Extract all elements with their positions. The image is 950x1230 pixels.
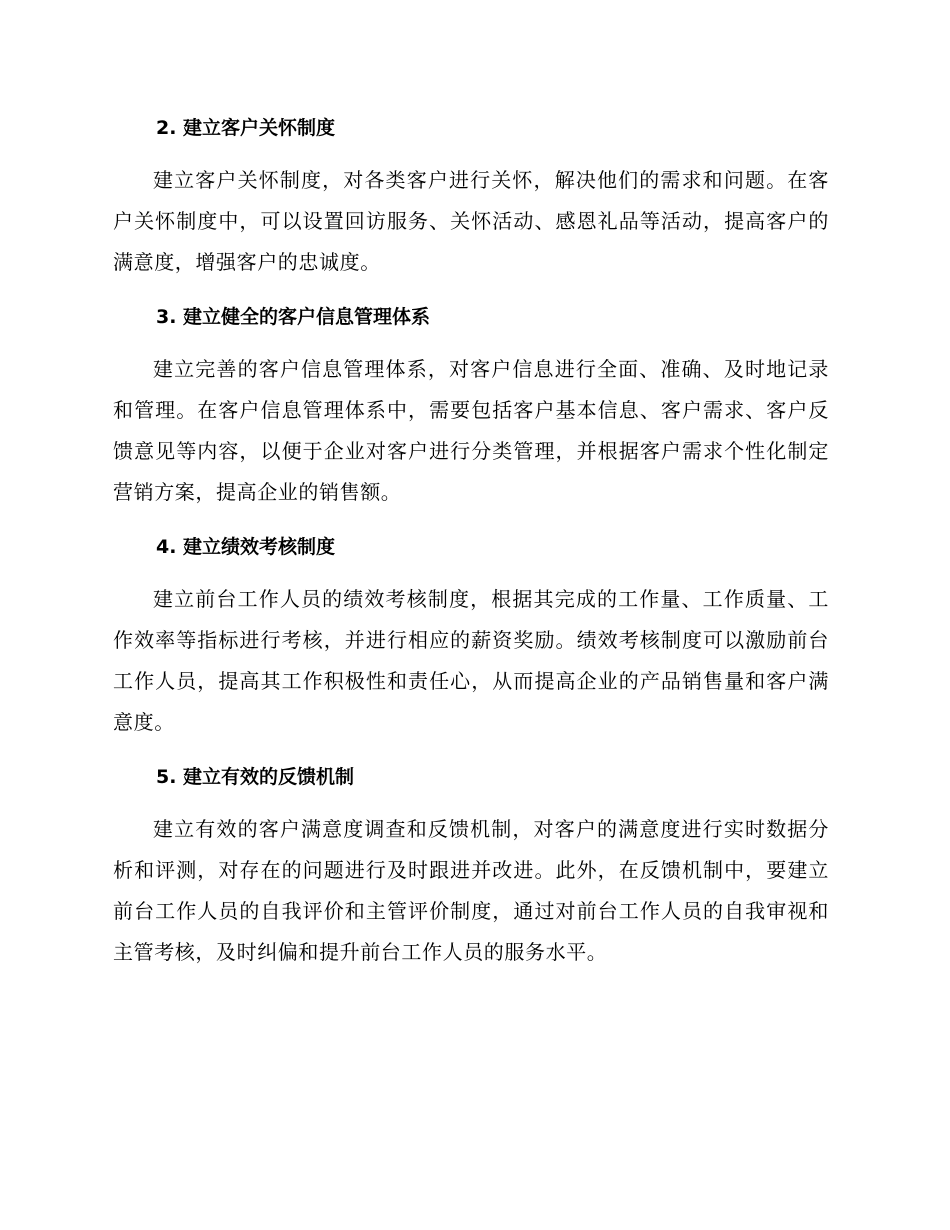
section-heading: 5. 建立有效的反馈机制	[156, 766, 355, 788]
section-heading: 4. 建立绩效考核制度	[156, 536, 336, 558]
section-paragraph: 建立前台工作人员的绩效考核制度，根据其完成的工作量、工作质量、工作效率等指标进行考核，并进行相应的薪资奖励。绩效考核制度可以激励前台工作人员，提高其工作积极性和责任心，从而提高企业的产品销售量和客户满意度。	[113, 587, 829, 734]
document-body	[113, 108, 829, 987]
section-paragraph: 建立客户关怀制度，对各类客户进行关怀，解决他们的需求和问题。在客户关怀制度中，可以设置回访服务、关怀活动、感恩礼品等活动，提高客户的满意度，增强客户的忠诚度。	[113, 168, 829, 274]
section-heading: 2. 建立客户关怀制度	[156, 117, 336, 139]
section-paragraph: 建立有效的客户满意度调查和反馈机制，对客户的满意度进行实时数据分析和评测，对存在的问题进行及时跟进并改进。此外，在反馈机制中，要建立前台工作人员的自我评价和主管评价制度，通过对前台工作人员的自我审视和主管考核，及时纠偏和提升前台工作人员的服务水平。	[113, 817, 829, 964]
section-paragraph: 建立完善的客户信息管理体系，对客户信息进行全面、准确、及时地记录和管理。在客户信息管理体系中，需要包括客户基本信息、客户需求、客户反馈意见等内容，以便于企业对客户进行分类管理，并根据客户需求个性化制定营销方案，提高企业的销售额。	[113, 357, 829, 504]
section-customer-care	[113, 108, 829, 283]
section-heading: 3. 建立健全的客户信息管理体系	[156, 306, 431, 328]
section-performance-assessment	[113, 527, 829, 743]
section-feedback-mechanism	[113, 757, 829, 973]
section-customer-info-management	[113, 297, 829, 513]
